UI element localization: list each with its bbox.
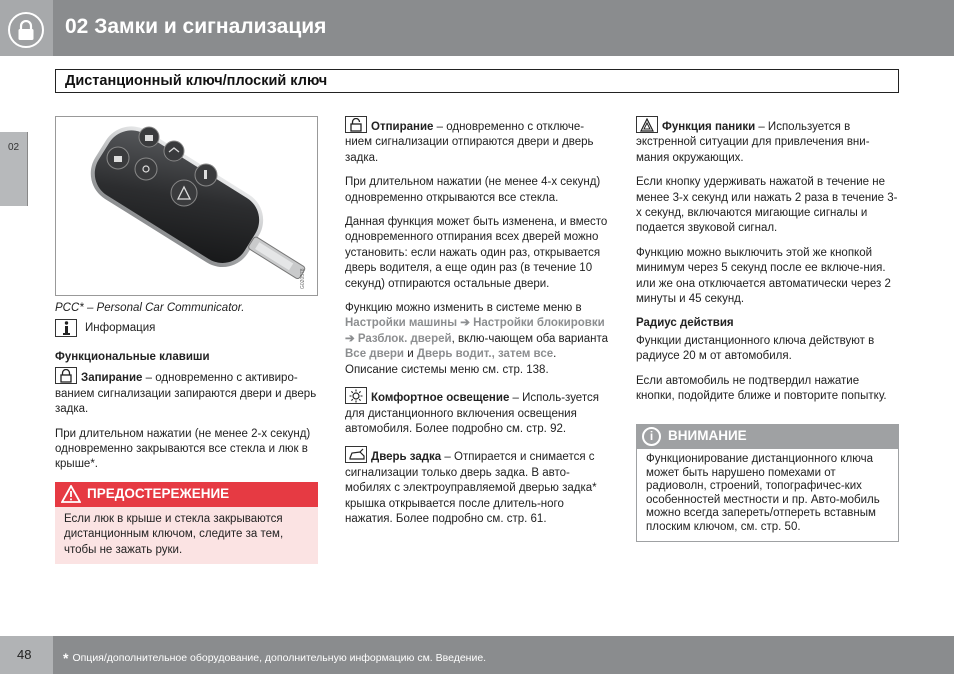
remote-key-illustration [55,116,318,296]
warning-title: ПРЕДОСТЕРЕЖЕНИЕ [87,486,230,501]
page-number: 48 [0,636,53,674]
note-title: ВНИМАНИЕ [668,428,747,443]
warning-triangle-icon [61,485,81,503]
chapter-tab [0,132,28,206]
figure-code: G020578 [300,268,306,289]
unlock-title: Отпирание [371,121,434,133]
lock-title: Запирание [81,372,143,385]
info-legend [55,318,155,338]
menu-paragraph [345,301,609,378]
functional-keys-heading: Функциональные клавиши [55,351,210,363]
panic-title: Функция паники [662,121,756,133]
note-header [636,424,899,449]
option-all-doors: Все двери [345,348,404,361]
unlock-paragraph [345,116,609,166]
unlock-text: – одновременно с отключе-нием сигнализации отпираются двери и дверь задка. [345,121,594,164]
info-icon [55,319,77,337]
footer-note [53,636,954,674]
footnote-text: Опция/дополнительное оборудование, дополнительную информацию см. Введение. [72,652,487,664]
range-heading: Радиус действия [636,317,734,330]
lock-icon [8,12,44,48]
lock-long-press: При длительном нажатии (не менее 2-х секунд) одновременно закрываются все стекла и люк в крыше*. [55,427,311,471]
column-1 [55,350,318,482]
panic-text: – Используется в экстренной ситуации для привлечения вни-мания окружающих. [636,121,870,164]
panic-icon [636,116,658,133]
lock-paragraph [55,367,318,417]
chapter-tab-label: 02 [8,142,20,153]
tailgate-paragraph [345,446,609,527]
info-circle-icon: i [642,427,661,446]
column-2 [345,116,609,536]
note-box [636,424,899,542]
chapter-title: 02 Замки и сигнализация [65,15,327,38]
warning-box [55,482,318,564]
unlock-long-press: При длительном нажатии (не менее 4-х секунд) одновременно открываются все стекла. [345,176,601,204]
range-text: Функции дистанционного ключа действуют в радиусе 20 м от автомобиля. [636,334,875,363]
figure-caption: PCC* – Personal Car Communicator. [55,302,245,314]
section-title: Дистанционный ключ/плоский ключ [55,69,899,93]
lock-button-icon [55,367,77,384]
lock-text: – одновременно с активиро-ванием сигнализации запираются двери и дверь задка. [55,372,317,416]
panic-paragraph [636,116,900,166]
warning-text: Если люк в крыше и стекла закрываются дистанционным ключом, следите за тем, чтобы не зажать руки. [55,507,318,564]
comfort-light-icon [345,387,367,404]
menu-path: Настройки машины ➔ Настройки блокировки ➔ Разблок. дверей [345,317,605,345]
note-text: Функционирование дистанционного ключа может быть нарушено помехами от радиоволн, строений, топографичес-ких особенностей местности и пр. Авто-мобиль можно всегда запереть/отпереть вставным плоским ключом, см. стр. 50. [636,449,899,542]
comfort-text: – Исполь-зуется для дистанционного включения освещения автомобиля. Более подробно см. стр. 92. [345,392,599,435]
info-label: Информация [85,322,156,334]
option-driver-door: Дверь водит., затем все [416,348,554,361]
panic-hold: Если кнопку удерживать нажатой в течение не менее 3-х секунд или нажать 2 раза в течение 3-х секунд, включаются мигающие сигналы и подается звуковой сигнал. [636,176,898,235]
footer [0,636,954,674]
tailgate-text: – Отпирается и снимается с сигнализации только дверь задка. В авто-мобилях с электроуправляемой дверью задка* крышка открывается после длитель-ного нажатия. Более подробно см. стр. 61. [345,451,597,525]
menu-text-1: Функцию можно изменить в системе меню в [345,302,582,315]
unlock-change: Данная функция может быть изменена, и вместо одновременного отпирания всех дверей можно установить: если нажать один раз, открывается дверь водителя, а еще один раз (в течение 10 секунд) отпираются остальные двери. [345,216,608,290]
footnote-star: * [63,650,69,666]
menu-text-2: , вклю-чающем оба варианта [451,332,609,345]
range-retry: Если автомобиль не подтвердил нажатие кнопки, подойдите ближе и повторите попытку. [636,374,887,403]
tailgate-icon [345,446,367,463]
unlock-button-icon [345,116,367,133]
menu-text-3: . Описание системы меню см. стр. 138. [345,348,557,376]
comfort-title: Комфортное освещение [371,392,510,405]
comfort-paragraph [345,387,609,437]
chapter-icon-box [0,0,53,56]
panic-off: Функцию можно выключить этой же кнопкой минимум через 5 секунд после ее включе-ния. или же она отключается автоматически через 2 минуты и 45 секунд. [636,246,891,306]
tailgate-title: Дверь задка [371,451,442,464]
warning-header [55,482,318,507]
menu-and: и [404,348,417,361]
column-3 [636,116,900,414]
